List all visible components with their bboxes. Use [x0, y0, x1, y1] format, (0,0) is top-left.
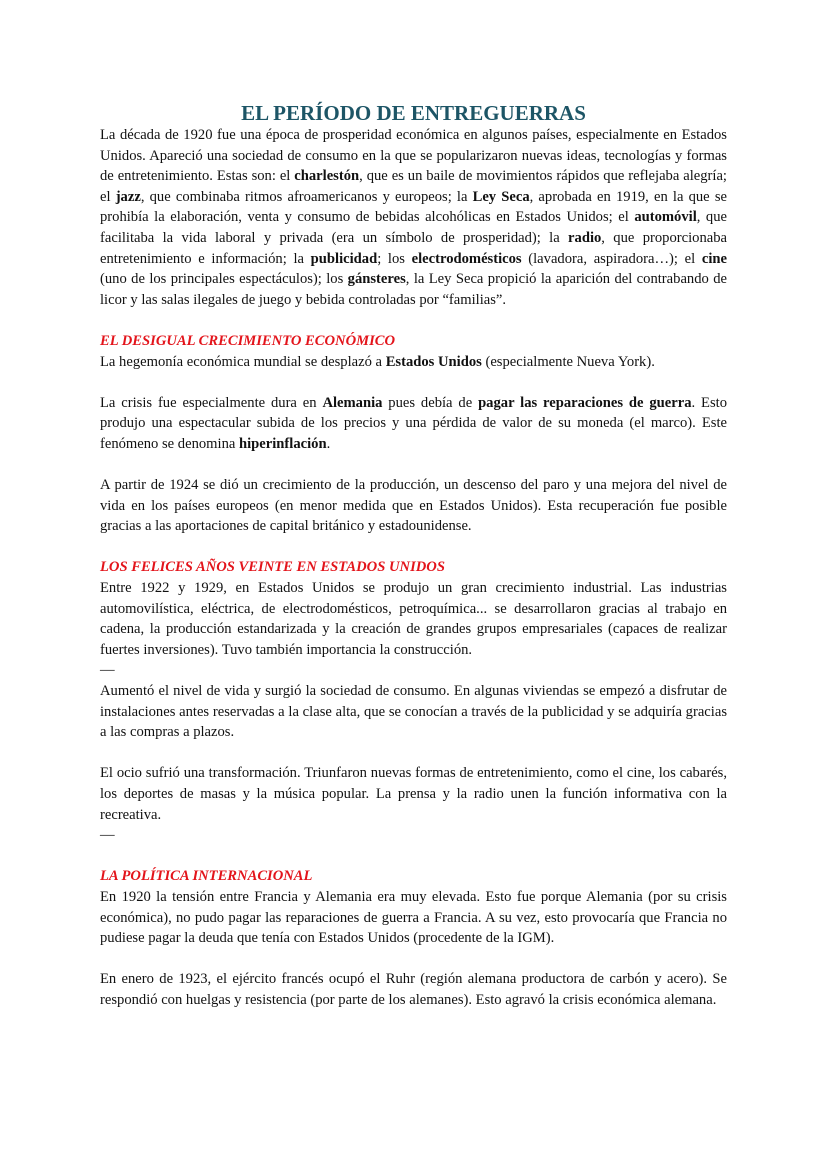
text-run: El ocio sufrió una transformación. Triunfaron nuevas formas de entretenimiento, como el cine, los cabarés, los deportes de masas y la música popular. La prensa y la radio unen la función informativa con la recreativa.: [100, 765, 727, 823]
text-run: , que es un baile de movimientos rápidos que reflejaba alegría; el: [100, 168, 727, 205]
text-run: pues debía de: [382, 394, 479, 411]
bold-term: Ley Seca: [472, 188, 530, 205]
paragraph-spacer: [100, 455, 727, 476]
text-run: (uno de los principales espectáculos); los: [100, 271, 348, 288]
text-run: , que proporcionaba entretenimiento e información; la: [100, 229, 727, 267]
text-run: . Esto produjo una espectacular subida de los precios y una pérdida de valor de su moneda (el marco). Este fenómeno se denomina: [100, 394, 727, 452]
text-run: ; los: [377, 250, 412, 267]
paragraph: [100, 681, 727, 743]
page-title: EL PERÍODO DE ENTREGUERRAS: [241, 101, 586, 125]
bold-term: jazz: [115, 188, 141, 205]
text-run: En 1920 la tensión entre Francia y Alemania era muy elevada. Esto fue porque Alemania (por su crisis económica), no pudo pagar las reparaciones de guerra a Francia. A su vez, esto provocaría que Francia no pudiese pagar la deuda que tenía con Estados Unidos (procedente de la IGM).: [100, 888, 727, 947]
paragraph-spacer: [100, 310, 727, 331]
bold-term: publicidad: [310, 250, 378, 267]
text-run: Aumentó el nivel de vida y surgió la sociedad de consumo. En algunas viviendas se empezó a disfrutar de instalaciones antes reservadas a la clase alta, que se conocían a través de la publicidad y se adquiría gracias a las compras a plazos.: [100, 683, 727, 741]
bold-term: charlestón: [294, 168, 360, 185]
text-run: (especialmente Nueva York).: [481, 353, 655, 370]
document-body: [100, 125, 727, 1011]
bold-term: cine: [701, 250, 727, 267]
text-run: , que combinaba ritmos afroamericanos y europeos; la: [140, 188, 473, 205]
paragraph: [100, 763, 727, 825]
paragraph: [100, 125, 727, 310]
paragraph: [100, 887, 727, 949]
text-run: .: [326, 435, 331, 452]
text-run: (lavadora, aspiradora…); el: [521, 250, 702, 267]
paragraph: [100, 352, 727, 373]
bold-term: Alemania: [322, 394, 383, 411]
text-run: , la Ley Seca propició la aparición del contrabando de licor y las salas ilegales de juego y bebida controladas por “familias”.: [100, 271, 727, 308]
text-run: La década de 1920 fue una época de prosperidad económica en algunos países, especialmente en Estados Unidos. Apareció una sociedad de consumo en la que se popularizaron nuevas ideas, tecnologías y formas de entretenimiento. Estas son: el: [100, 127, 727, 185]
bold-term: radio: [568, 229, 602, 246]
paragraph-spacer: [100, 743, 727, 764]
paragraph: [100, 578, 727, 660]
paragraph: [100, 475, 727, 537]
paragraph: [100, 969, 727, 1010]
paragraph-spacer: [100, 537, 727, 558]
text-run: La crisis fue especialmente dura en: [100, 394, 323, 411]
bold-term: hiperinflación: [239, 435, 327, 452]
dash-separator: —: [100, 662, 115, 679]
paragraph-spacer: [100, 846, 727, 867]
document-page: [100, 101, 727, 1011]
paragraph-spacer: [100, 949, 727, 970]
paragraph-spacer: [100, 372, 727, 393]
text-run: , aprobada en 1919, en la que se prohibía la elaboración, venta y consumo de bebidas alcohólicas en Estados Unidos; el: [100, 188, 727, 226]
section-heading: EL DESIGUAL CRECIMIENTO ECONÓMICO: [100, 332, 396, 349]
text-run: En enero de 1923, el ejército francés ocupó el Ruhr (región alemana productora de carbón y acero). Se respondió con huelgas y resistencia (por parte de los alemanes). Esto agravó la crisis económica alemana.: [100, 971, 727, 1008]
paragraph: [100, 393, 727, 455]
text-run: Entre 1922 y 1929, en Estados Unidos se produjo un gran crecimiento industrial. Las industrias automovilística, eléctrica, de electrodomésticos, petroquímica... se desarrollaron gracias al trabajo en cadena, la producción estandarizada y la creación de grandes grupos empresariales (capaces de realizar fuertes inversiones). Tuvo también importancia la construcción.: [100, 580, 727, 658]
bold-term: Estados Unidos: [385, 353, 482, 370]
text-run: La hegemonía económica mundial se desplazó a: [100, 353, 386, 370]
bold-term: pagar las reparaciones de guerra: [478, 394, 692, 411]
dash-separator: —: [100, 827, 115, 844]
section-heading: LOS FELICES AÑOS VEINTE EN ESTADOS UNIDOS: [100, 559, 445, 576]
text-run: , que facilitaba la vida laboral y privada (era un símbolo de prosperidad); la: [100, 209, 728, 246]
text-run: A partir de 1924 se dió un crecimiento de la producción, un descenso del paro y una mejora del nivel de vida en los países europeos (en menor medida que en Estados Unidos). Esta recuperación fue posible gracias a las aportaciones de capital británico y estadounidense.: [100, 477, 727, 535]
bold-term: gánsteres: [347, 271, 406, 288]
bold-term: automóvil: [634, 209, 697, 226]
section-heading: LA POLÍTICA INTERNACIONAL: [100, 868, 313, 885]
bold-term: electrodomésticos: [411, 250, 522, 267]
